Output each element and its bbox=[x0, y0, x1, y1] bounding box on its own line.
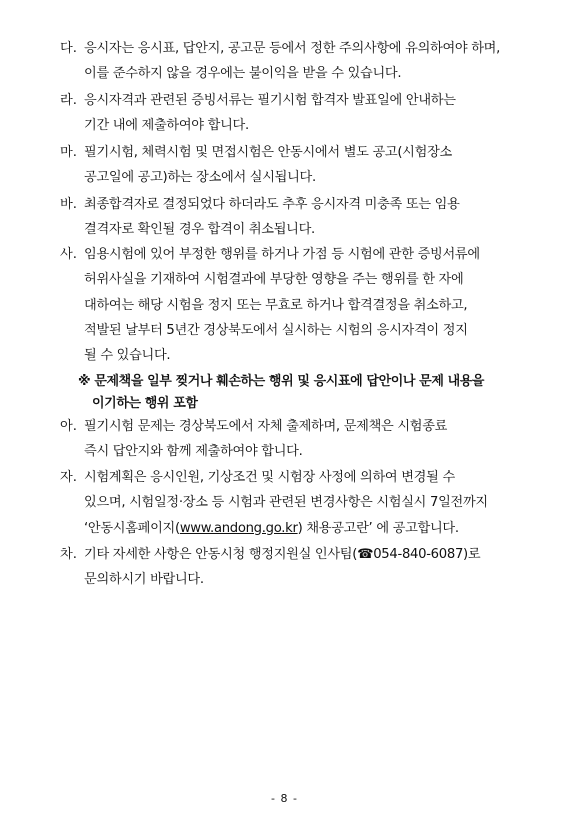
item-text-line: 있으며, 시험일정·장소 등 시험과 관련된 변경사항은 시험실시 7일전까지 bbox=[84, 495, 488, 511]
item-text-line: 기간 내에 제출하여야 합니다. bbox=[84, 118, 249, 134]
notice-item-a bbox=[60, 414, 538, 465]
item-text-line: 대하여는 해당 시험을 정지 또는 무효로 하거나 합격결정을 취소하고, bbox=[84, 297, 468, 313]
item-marker: 자. bbox=[60, 470, 77, 485]
item-marker: 마. bbox=[60, 145, 77, 160]
notice-item-sa bbox=[60, 242, 538, 368]
item-text-line: 즉시 답안지와 함께 제출하여야 합니다. bbox=[84, 444, 303, 460]
item-text-line: 시험계획은 응시인원, 기상조건 및 시험장 사정에 의하여 변경될 수 bbox=[84, 470, 455, 485]
item-marker: 차. bbox=[60, 547, 77, 562]
url-line-prefix: ‘안동시홈페이지( bbox=[84, 520, 180, 536]
page-number: - 8 - bbox=[271, 792, 298, 805]
item-text-line: 필기시험 문제는 경상북도에서 자체 출제하며, 문제책은 시험종료 bbox=[84, 419, 448, 434]
item-text-line: 공고일에 공고)하는 장소에서 실시됩니다. bbox=[84, 170, 316, 186]
item-marker: 라. bbox=[60, 93, 77, 108]
notice-item-cha bbox=[60, 542, 538, 593]
notice-item-ba bbox=[60, 192, 538, 243]
item-marker: 사. bbox=[60, 247, 77, 262]
item-text-line: 응시자격과 관련된 증빙서류는 필기시험 합격자 발표일에 안내하는 bbox=[84, 93, 456, 108]
notice-item-da bbox=[60, 36, 538, 87]
homepage-link[interactable]: www.andong.go.kr bbox=[179, 520, 298, 536]
item-text-line: 문의하시기 바랍니다. bbox=[84, 572, 204, 588]
url-line-suffix: ) 채용공고란’ 에 공고합니다. bbox=[297, 520, 459, 536]
item-marker: 바. bbox=[60, 197, 77, 212]
notice-item-ja bbox=[60, 465, 538, 541]
note-text-line: 이기하는 행위 포함 bbox=[92, 396, 198, 411]
item-text-line: 응시자는 응시표, 답안지, 공고문 등에서 정한 주의사항에 유의하여야 하며, bbox=[84, 41, 500, 56]
item-marker: 다. bbox=[60, 41, 77, 56]
item-marker: 아. bbox=[60, 419, 77, 434]
item-text-line: 필기시험, 체력시험 및 면접시험은 안동시에서 별도 공고(시험장소 bbox=[84, 145, 452, 160]
notice-item-ra bbox=[60, 88, 538, 139]
item-text-line: 결격자로 확인될 경우 합격이 취소됩니다. bbox=[84, 222, 315, 238]
item-text-line: 기타 자세한 사항은 안동시청 행정지원실 인사팀(☎054-840-6087)로 bbox=[84, 547, 481, 562]
penalty-note bbox=[78, 371, 548, 415]
note-text-line: ※ 문제책을 일부 찢거나 훼손하는 행위 및 응시표에 답안이나 문제 내용을 bbox=[78, 374, 485, 389]
item-text-line bbox=[84, 516, 538, 541]
item-text-line: 적발된 날부터 5년간 경상북도에서 실시하는 시험의 응시자격이 정지 bbox=[84, 322, 468, 338]
item-text-line: 최종합격자로 결정되었다 하더라도 추후 응시자격 미충족 또는 임용 bbox=[84, 197, 460, 212]
notice-item-ma bbox=[60, 140, 538, 191]
item-text-line: 이를 준수하지 않을 경우에는 불이익을 받을 수 있습니다. bbox=[84, 66, 402, 82]
item-text-line: 허위사실을 기재하여 시험결과에 부당한 영향을 주는 행위를 한 자에 bbox=[84, 272, 464, 288]
item-text-line: 될 수 있습니다. bbox=[84, 348, 171, 364]
item-text-line: 임용시험에 있어 부정한 행위를 하거나 가점 등 시험에 관한 증빙서류에 bbox=[84, 247, 480, 262]
